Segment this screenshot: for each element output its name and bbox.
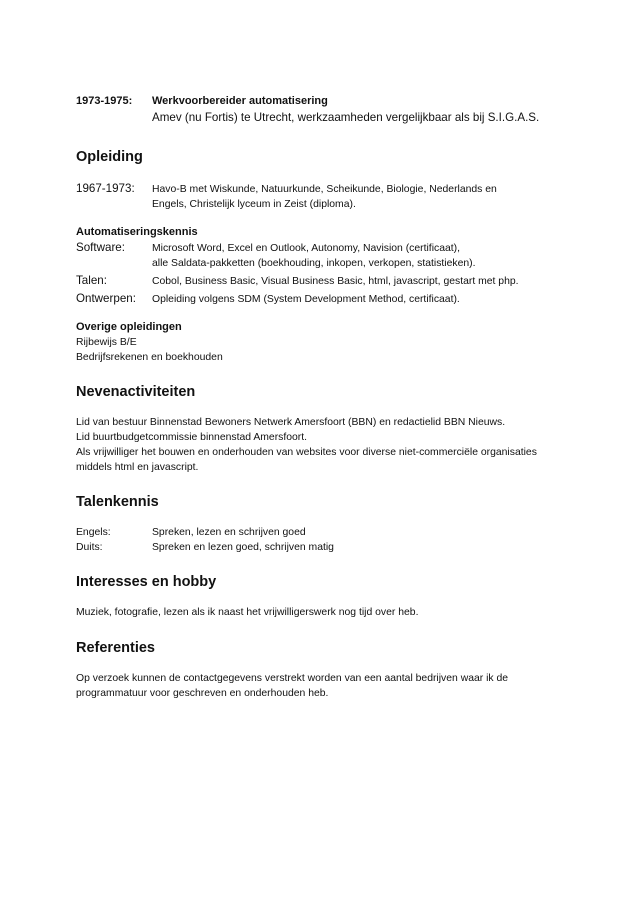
design-label: Ontwerpen: — [76, 292, 136, 305]
language-label: Engels: — [76, 527, 111, 538]
other-education-item-1: Rijbewijs B/E — [76, 337, 137, 348]
automation-heading: Automatiseringskennis — [76, 226, 198, 238]
design-text: Opleiding volgens SDM (System Development Method, certificaat). — [152, 294, 460, 305]
interests-text: Muziek, fotografie, lezen als ik naast het vrijwilligerswerk nog tijd over heb. — [76, 607, 419, 618]
software-row — [76, 240, 598, 271]
references-line-2: programmatuur voor geschreven en onderhouden heb. — [76, 688, 329, 699]
references-heading: Referenties — [76, 640, 155, 656]
language-row — [76, 525, 598, 540]
side-activity-line-2: Lid buurtbudgetcommissie binnenstad Amersfoort. — [76, 432, 308, 443]
language-level: Spreken en lezen goed, schrijven matig — [152, 542, 334, 553]
job-entry — [76, 93, 598, 109]
references-line-1: Op verzoek kunnen de contactgegevens verstrekt worden van een aantal bedrijven waar ik de — [76, 673, 509, 684]
other-education-item-2: Bedrijfsrekenen en boekhouden — [76, 352, 223, 363]
interests-heading: Interesses en hobby — [76, 574, 217, 590]
job-description: Amev (nu Fortis) te Utrecht, werkzaamheden vergelijkbaar als bij S.I.G.A.S. — [152, 111, 540, 124]
software-text — [152, 240, 598, 271]
language-level: Spreken, lezen en schrijven goed — [152, 527, 306, 538]
education-period: 1967-1973: — [76, 182, 135, 195]
languages-text: Cobol, Business Basic, Visual Business Basic, html, javascript, gestart met php. — [152, 276, 519, 287]
references-text — [76, 671, 598, 701]
software-line-1: Microsoft Word, Excel en Outlook, Autonomy, Navision (certificaat), — [152, 243, 460, 254]
education-entry — [76, 181, 598, 212]
side-activity-line-1: Lid van bestuur Binnenstad Bewoners Netwerk Amersfoort (BBN) en redactielid BBN Nieuws. — [76, 417, 506, 428]
language-skills-heading: Talenkennis — [76, 494, 159, 510]
software-label: Software: — [76, 241, 125, 254]
job-description-row — [76, 110, 598, 126]
software-line-2: alle Saldata-pakketten (boekhouding, inkopen, verkopen, statistieken). — [152, 258, 476, 269]
side-activities-text — [76, 415, 598, 475]
job-title: Werkvoorbereider automatisering — [152, 95, 328, 107]
languages-row — [76, 273, 598, 289]
side-activities-heading: Nevenactiviteiten — [76, 384, 196, 400]
languages-label: Talen: — [76, 274, 107, 287]
education-line-1: Havo-B met Wiskunde, Natuurkunde, Scheikunde, Biologie, Nederlands en — [152, 184, 497, 195]
education-heading: Opleiding — [76, 149, 143, 165]
other-education-heading: Overige opleidingen — [76, 321, 182, 333]
language-label: Duits: — [76, 542, 103, 553]
job-period: 1973-1975: — [76, 95, 133, 107]
education-text — [152, 181, 598, 212]
design-row — [76, 291, 598, 307]
language-row — [76, 540, 598, 555]
side-activity-line-4: middels html en javascript. — [76, 462, 199, 473]
education-line-2: Engels, Christelijk lyceum in Zeist (diploma). — [152, 199, 356, 210]
side-activity-line-3: Als vrijwilliger het bouwen en onderhouden van websites voor diverse niet-commerciële organisaties — [76, 447, 537, 458]
